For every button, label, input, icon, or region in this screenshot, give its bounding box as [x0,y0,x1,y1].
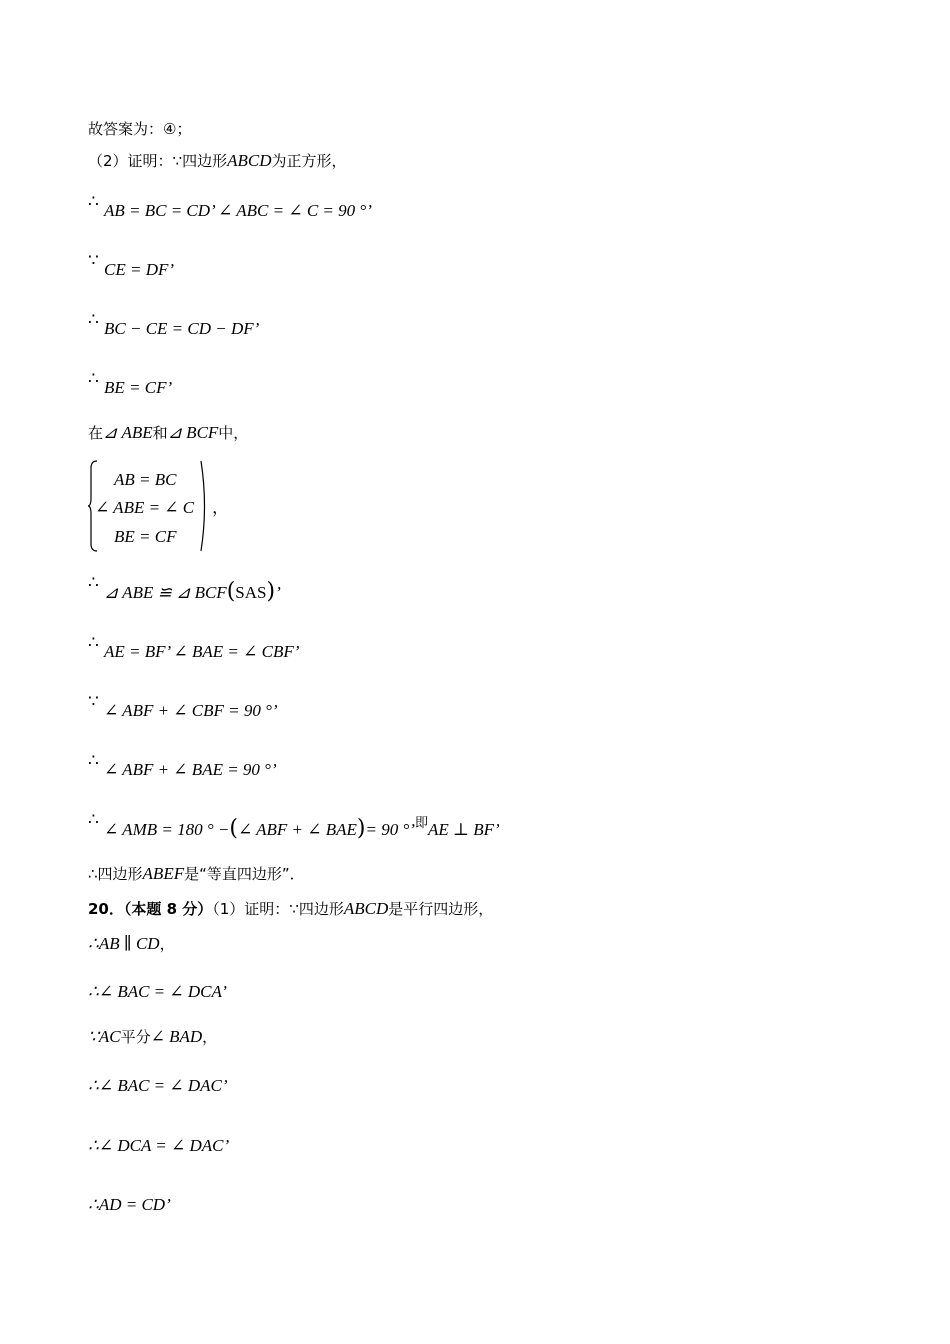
triangle-compare-line [88,423,248,443]
equation-system [88,460,228,552]
question-20-post: 是平行四边形， [388,900,494,918]
math-line-3: AB = BC = CD’ ∠ ABC = ∠ C = 90 °’ [104,201,372,220]
conclusion-pre: ∴四边形 [88,865,143,883]
sas-label: SAS [235,583,267,602]
angle-line-16 [88,982,227,1002]
math-abcd: ABCD [227,151,272,170]
proof-intro-post: 为正方形， [271,152,347,170]
angle-sum-line: ∠ AMB = 180 ° −(∠ ABF + ∠ BAE)= 90 °’$^即$AE ⊥ BF’ [104,816,500,841]
parallel-line [88,934,175,954]
right-paren-icon [200,460,210,552]
comma: ， [202,1028,218,1046]
therefore-symbol: ∴ [88,369,99,389]
answer-text: 故答案为：④； [88,120,192,138]
therefore-symbol: ∴ [88,1076,99,1095]
conclusion-line [88,864,305,884]
math-line-6: BE = CF’ [104,378,173,397]
comma: ， [159,935,175,953]
proof-intro-line [88,151,347,171]
math-line-10: ∠ ABF + ∠ CBF = 90 °’ [104,701,278,720]
therefore-symbol: ∴ [88,1136,99,1155]
angle-line-19 [88,1136,229,1156]
answer-line [88,119,191,139]
system-row-2: ∠ ABE = ∠ C [95,498,195,517]
because-symbol: ∵ [88,692,99,712]
system-row-1: AB = BC [114,470,177,489]
bisect-line [88,1027,217,1047]
math-line-11: ∠ ABF + ∠ BAE = 90 °’ [104,760,277,779]
question-20-pre: （1）证明：∵四边形 [212,900,344,918]
math-parallel: AB ∥ CD [98,934,160,953]
math-line-4: CE = DF’ [104,260,175,279]
angle-line-18 [88,1076,228,1096]
math-line-19: ∠ DCA = ∠ DAC’ [98,1136,230,1155]
bisect-text: 平分 [120,1028,151,1046]
equal-sides-line [88,1195,171,1215]
math-angle-bad: ∠ BAD [150,1027,203,1046]
math-abcd: ABCD [343,899,389,918]
question-number: 20．（本题 8 分） [88,900,213,918]
math-abef: ABEF [142,864,185,883]
math-triangle-abe: ⊿ ABE [103,423,153,442]
therefore-symbol: ∴ [88,751,99,771]
therefore-symbol: ∴ [88,633,99,653]
therefore-symbol: ∴ [88,1195,99,1214]
math-line-18: ∠ BAC = ∠ DAC’ [98,1076,228,1095]
math-line-16: ∠ BAC = ∠ DCA’ [98,982,227,1001]
math-angle-amb: ∠ AMB = 180 ° − [104,820,230,839]
system-comma: ， [212,498,229,518]
proof-intro-text: （2）证明：∵四边形 [88,152,228,170]
math-congruence: ⊿ ABE ≌ ⊿ BCF [104,583,227,602]
therefore-symbol: ∴ [88,192,99,212]
therefore-symbol: ∴ [88,810,99,830]
therefore-symbol: ∴ [88,573,99,593]
therefore-symbol: ∴ [88,934,99,953]
zai-text: 在 [88,424,104,442]
math-line-5: BC − CE = CD − DF’ [104,319,260,338]
ji-text: 即 [414,816,428,831]
question-20-line [88,899,493,919]
therefore-symbol: ∴ [88,982,99,1001]
he-text: 和 [152,424,168,442]
math-end-mark: ’ [275,583,281,602]
because-symbol: ∵ [88,251,99,271]
math-ac: AC [98,1027,121,1046]
math-line-20: AD = CD’ [98,1195,171,1214]
congruence-line: ⊿ ABE ≌ ⊿ BCF(SAS)’ [104,579,281,604]
zhong-text: 中， [218,424,249,442]
math-line-9: AE = BF’ ∠ BAE = ∠ CBF’ [104,642,300,661]
therefore-symbol: ∴ [88,310,99,330]
because-symbol: ∵ [88,1027,99,1046]
math-angle-sum: ∠ ABF + ∠ BAE [237,820,357,839]
math-perpendicular: AE ⊥ BF’ [427,820,500,839]
math-equals-90: = 90 °’ [365,820,415,839]
math-triangle-bcf: ⊿ BCF [167,423,219,442]
conclusion-post: 是“等直四边形”． [184,865,305,883]
system-row-3: BE = CF [114,527,177,546]
